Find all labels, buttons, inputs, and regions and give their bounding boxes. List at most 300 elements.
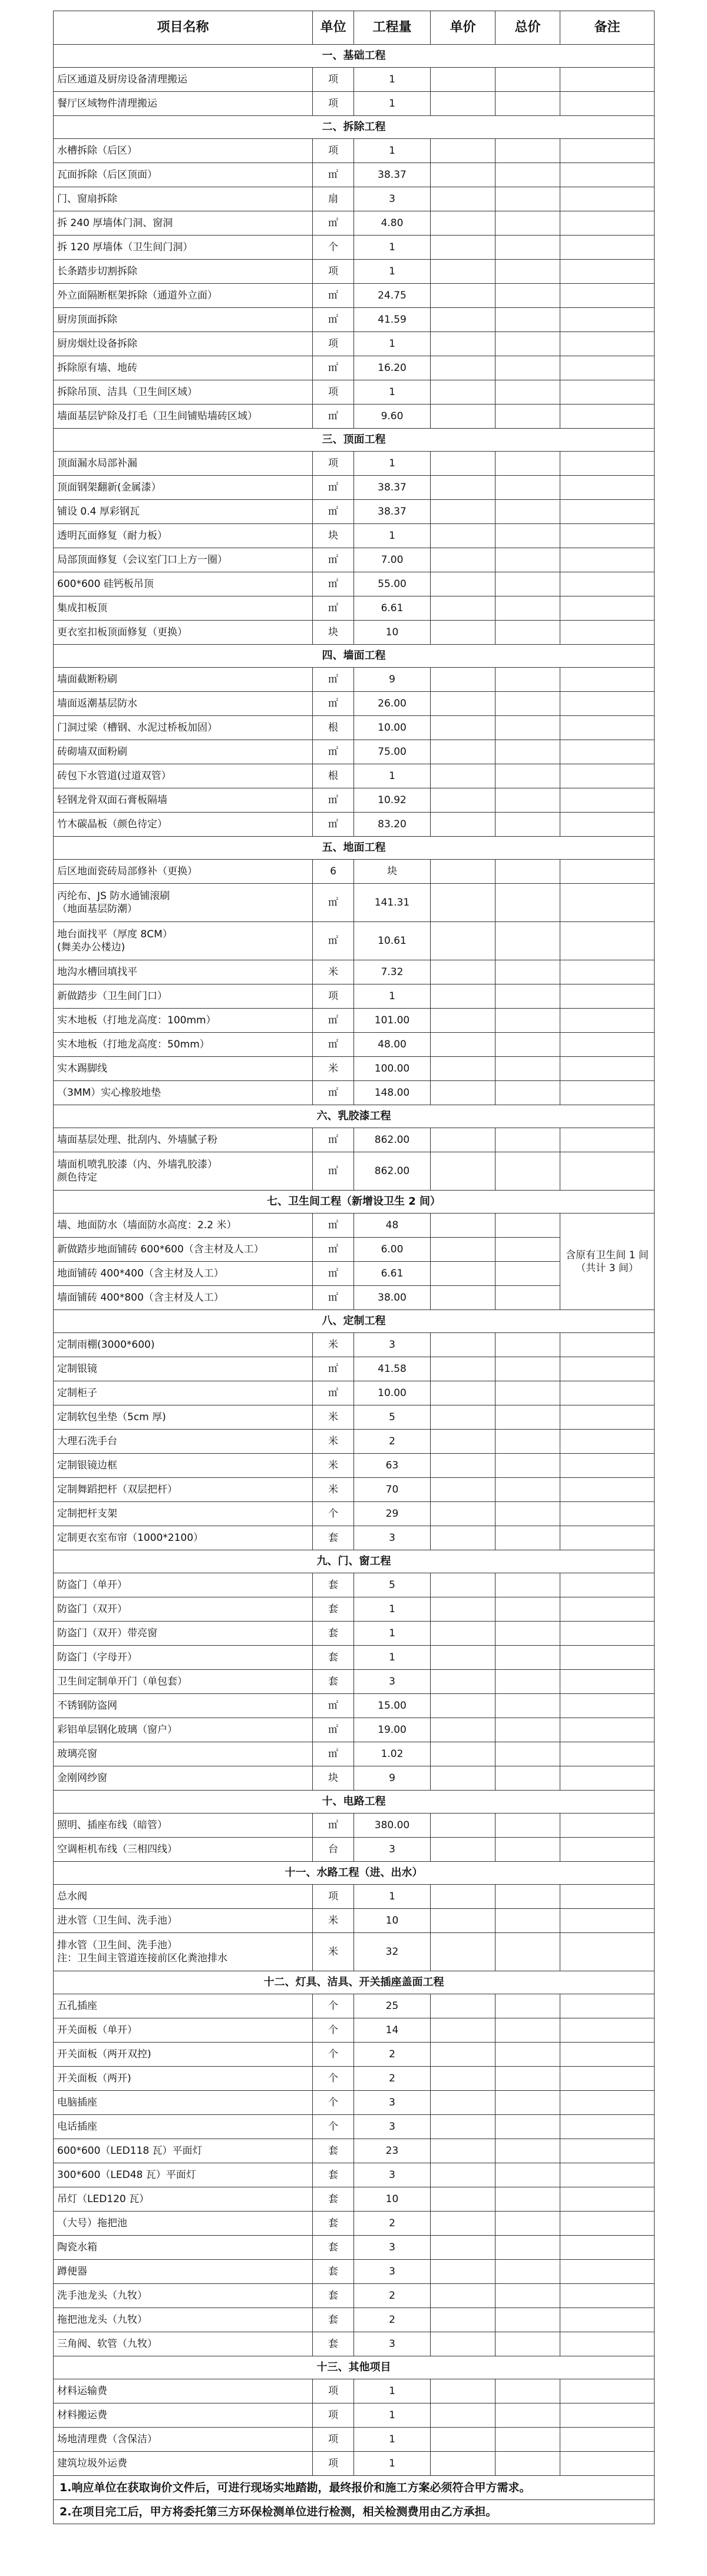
table-row [54,2236,655,2260]
item-total [495,1646,560,1670]
item-unit: 套 [313,2139,354,2163]
item-quantity: 3 [354,1670,431,1694]
header-total: 总价 [495,11,560,45]
item-unit: ㎡ [313,1694,354,1718]
item-total [495,2043,560,2067]
item-remark [560,692,655,716]
item-quantity: 5 [354,1405,431,1430]
item-remark [560,2379,655,2403]
item-quantity: 9.60 [354,405,431,429]
item-price [431,2067,495,2091]
item-price [431,2018,495,2043]
item-price [431,1742,495,1766]
item-total [495,2212,560,2236]
table-row [54,380,655,405]
item-price [431,1885,495,1909]
item-remark [560,1526,655,1550]
item-quantity: 41.58 [354,1357,431,1381]
item-unit: 米 [313,960,354,984]
item-remark [560,1597,655,1622]
item-remark [560,476,655,500]
item-total [495,1262,560,1286]
item-name: 定制更衣室布帘（1000*2100） [54,1526,313,1550]
item-price [431,211,495,236]
table-row [54,1009,655,1033]
item-total [495,187,560,211]
item-total [495,1357,560,1381]
section-title: 八、定制工程 [54,1310,655,1333]
table-row [54,1454,655,1478]
item-name: 定制银镜边框 [54,1454,313,1478]
item-unit: ㎡ [313,668,354,692]
item-price [431,139,495,163]
item-total [495,1238,560,1262]
item-price [431,405,495,429]
item-price [431,356,495,380]
item-name: 后区通道及厨房设备清理搬运 [54,68,313,92]
item-price [431,2139,495,2163]
table-row [54,2187,655,2212]
item-remark [560,1430,655,1454]
table-row [54,1597,655,1622]
item-name: 开关面板（单开） [54,2018,313,2043]
item-unit: 套 [313,1597,354,1622]
item-quantity: 55.00 [354,572,431,596]
item-price [431,236,495,260]
item-unit: 套 [313,2284,354,2308]
item-name: 长条踏步切割拆除 [54,260,313,284]
item-quantity: 1.02 [354,1742,431,1766]
table-row [54,2260,655,2284]
item-total [495,1526,560,1550]
item-price [431,2428,495,2452]
item-name: 透明瓦面修复（耐力板） [54,524,313,548]
item-remark [560,163,655,187]
item-total [495,236,560,260]
item-total [495,1909,560,1933]
item-remark [560,2139,655,2163]
item-name: 洗手池龙头（九牧） [54,2284,313,2308]
table-row [54,2428,655,2452]
item-remark [560,1766,655,1791]
item-name: 600*600（LED118 瓦）平面灯 [54,2139,313,2163]
item-name: 竹木碳晶板（颜色待定） [54,813,313,837]
table-row [54,788,655,813]
item-remark [560,1405,655,1430]
item-unit: ㎡ [313,1262,354,1286]
item-remark [560,1885,655,1909]
item-total [495,1033,560,1057]
item-unit: 个 [313,1994,354,2018]
item-quantity: 23 [354,2139,431,2163]
item-unit: ㎡ [313,572,354,596]
item-quantity: 38.37 [354,500,431,524]
item-price [431,1909,495,1933]
item-remark [560,2018,655,2043]
item-name: 墙面铺砖 400*800（含主材及人工） [54,1286,313,1310]
item-price [431,2163,495,2187]
item-remark [560,1357,655,1381]
item-unit: 套 [313,1670,354,1694]
item-quantity: 3 [354,187,431,211]
item-price [431,621,495,645]
item-quantity: 4.80 [354,211,431,236]
table-row [54,922,655,960]
item-unit: ㎡ [313,1033,354,1057]
section-row [54,429,655,452]
item-remark [560,764,655,788]
item-total [495,1214,560,1238]
item-quantity: 63 [354,1454,431,1478]
item-unit: ㎡ [313,692,354,716]
item-total [495,524,560,548]
item-total [495,2091,560,2115]
table-row [54,1885,655,1909]
table-row [54,2115,655,2139]
item-unit: ㎡ [313,1742,354,1766]
item-name: 拆除吊顶、洁具（卫生间区域） [54,380,313,405]
footnote-row [54,2476,655,2500]
item-remark [560,1838,655,1862]
item-quantity: 83.20 [354,813,431,837]
item-unit: 套 [313,1526,354,1550]
table-row [54,1742,655,1766]
item-name: 开关面板（两开双控) [54,2043,313,2067]
item-total [495,163,560,187]
item-remark [560,2163,655,2187]
item-unit: ㎡ [313,405,354,429]
table-row [54,1622,655,1646]
item-total [495,572,560,596]
table-row [54,1814,655,1838]
item-unit: 6 [313,860,354,884]
item-unit: ㎡ [313,163,354,187]
item-name: 蹲便器 [54,2260,313,2284]
table-row [54,2308,655,2332]
item-quantity: 41.59 [354,308,431,332]
item-unit: 套 [313,2236,354,2260]
table-row [54,1478,655,1502]
item-total [495,860,560,884]
item-price [431,788,495,813]
item-total [495,1670,560,1694]
table-row [54,211,655,236]
item-price [431,1357,495,1381]
table-body [54,45,655,2524]
table-row [54,1333,655,1357]
item-name: 集成扣板顶 [54,596,313,621]
table-row [54,740,655,764]
item-remark [560,308,655,332]
item-name: 拆除原有墙、地砖 [54,356,313,380]
item-total [495,1502,560,1526]
item-remark [560,332,655,356]
item-quantity: 1 [354,1646,431,1670]
item-price [431,884,495,922]
table-row [54,1646,655,1670]
section-row [54,1971,655,1994]
item-price [431,668,495,692]
section-title: 一、基础工程 [54,45,655,68]
item-price [431,2379,495,2403]
item-price [431,163,495,187]
table-row [54,1381,655,1405]
item-unit: 块 [313,1766,354,1791]
item-total [495,2018,560,2043]
item-quantity: 1 [354,764,431,788]
item-name: 电话插座 [54,2115,313,2139]
item-unit: 项 [313,260,354,284]
item-price [431,984,495,1009]
item-remark [560,1057,655,1081]
item-unit: 米 [313,1909,354,1933]
item-total [495,1838,560,1862]
item-price [431,1933,495,1971]
item-price [431,332,495,356]
item-total [495,356,560,380]
item-quantity: 1 [354,332,431,356]
item-total [495,884,560,922]
item-quantity: 1 [354,2428,431,2452]
item-total [495,476,560,500]
item-price [431,572,495,596]
item-total [495,1597,560,1622]
item-price [431,1694,495,1718]
table-row [54,596,655,621]
item-quantity: 3 [354,2260,431,2284]
item-quantity: 1 [354,2452,431,2476]
item-price [431,308,495,332]
item-unit: 米 [313,1405,354,1430]
item-unit: 扇 [313,187,354,211]
item-unit: ㎡ [313,1381,354,1405]
table-row [54,1573,655,1597]
item-name: 墙面机喷乳胶漆（内、外墙乳胶漆） 颜色待定 [54,1152,313,1191]
item-unit: ㎡ [313,1286,354,1310]
item-unit: ㎡ [313,1238,354,1262]
table-row [54,984,655,1009]
item-remark [560,1502,655,1526]
item-total [495,1742,560,1766]
item-remark [560,1622,655,1646]
item-remark [560,1454,655,1478]
item-name: 厨房烟灶设备拆除 [54,332,313,356]
table-row [54,2163,655,2187]
item-price [431,1766,495,1791]
item-unit: 米 [313,1430,354,1454]
item-name: 实木踢脚线 [54,1057,313,1081]
item-quantity: 862.00 [354,1128,431,1152]
section-row [54,1191,655,1214]
item-quantity: 141.31 [354,884,431,922]
footnote-text: 2.在项目完工后，甲方将委托第三方环保检测单位进行检测，相关检测费用由乙方承担。 [54,2500,655,2524]
item-remark [560,2212,655,2236]
item-quantity: 15.00 [354,1694,431,1718]
item-name: 拆 120 厚墙体（卫生间门洞） [54,236,313,260]
table-row [54,1128,655,1152]
item-total [495,621,560,645]
item-remark [560,922,655,960]
item-price [431,1670,495,1694]
item-name: 实木地板（打地龙高度：100mm） [54,1009,313,1033]
item-total [495,2308,560,2332]
item-quantity: 48 [354,1214,431,1238]
item-unit: ㎡ [313,813,354,837]
item-unit: 米 [313,1333,354,1357]
item-total [495,740,560,764]
item-total [495,716,560,740]
item-price [431,2452,495,2476]
item-name: 300*600（LED48 瓦）平面灯 [54,2163,313,2187]
item-remark [560,1333,655,1357]
table-row [54,1502,655,1526]
item-price [431,1502,495,1526]
table-row [54,548,655,572]
section-row [54,1862,655,1885]
item-remark [560,1933,655,1971]
item-name: 新做踏步地面铺砖 600*600（含主材及人工） [54,1238,313,1262]
item-unit: ㎡ [313,1081,354,1105]
item-remark [560,1081,655,1105]
item-name: 总水阀 [54,1885,313,1909]
item-unit: 套 [313,1622,354,1646]
item-remark [560,1694,655,1718]
item-quantity: 38.00 [354,1286,431,1310]
item-name: 砖包下水管道(过道双管） [54,764,313,788]
item-price [431,2115,495,2139]
item-name: 铺设 0.4 厚彩钢瓦 [54,500,313,524]
item-quantity: 75.00 [354,740,431,764]
section-row [54,1791,655,1814]
item-quantity: 10.00 [354,716,431,740]
table-row [54,2379,655,2403]
item-total [495,984,560,1009]
item-quantity: 1 [354,2379,431,2403]
item-name: 玻璃亮窗 [54,1742,313,1766]
table-row [54,1405,655,1430]
item-name: 墙面基层铲除及打毛（卫生间铺贴墙砖区域） [54,405,313,429]
table-row [54,92,655,116]
item-remark [560,2043,655,2067]
item-total [495,1622,560,1646]
item-unit: 套 [313,2332,354,2356]
item-name: 彩铝单层钢化玻璃（窗户） [54,1718,313,1742]
item-remark [560,2332,655,2356]
item-total [495,1718,560,1742]
item-unit: 个 [313,2067,354,2091]
item-remark [560,1814,655,1838]
item-remark [560,356,655,380]
item-quantity: 38.37 [354,163,431,187]
section-title: 十、电路工程 [54,1791,655,1814]
header-remark: 备注 [560,11,655,45]
item-remark [560,884,655,922]
item-name: 更衣室扣板顶面修复（更换） [54,621,313,645]
item-price [431,92,495,116]
item-total [495,405,560,429]
table-row [54,884,655,922]
item-name: 墙、地面防水（墙面防水高度：2.2 米） [54,1214,313,1238]
table-row [54,2212,655,2236]
item-total [495,92,560,116]
item-unit: 台 [313,1838,354,1862]
item-quantity: 3 [354,1333,431,1357]
table-row [54,621,655,645]
item-quantity: 2 [354,2043,431,2067]
item-remark [560,1573,655,1597]
item-total [495,2284,560,2308]
item-quantity: 3 [354,2091,431,2115]
item-unit: ㎡ [313,211,354,236]
section-row [54,1550,655,1573]
item-price [431,1526,495,1550]
item-unit: 米 [313,1057,354,1081]
item-total [495,788,560,813]
item-unit: ㎡ [313,308,354,332]
section-title: 二、拆除工程 [54,116,655,139]
header-name: 项目名称 [54,11,313,45]
section-title: 五、地面工程 [54,837,655,860]
item-name: 地面铺砖 400*400（含主材及人工） [54,1262,313,1286]
item-remark: 含原有卫生间 1 间 （共计 3 间） [560,1214,655,1310]
item-total [495,1994,560,2018]
item-price [431,1573,495,1597]
item-name: 餐厅区域物件清理搬运 [54,92,313,116]
item-price [431,1597,495,1622]
item-quantity: 32 [354,1933,431,1971]
table-row [54,1081,655,1105]
item-quantity: 10 [354,1909,431,1933]
item-name: 材料运输费 [54,2379,313,2403]
item-name: 五孔插座 [54,1994,313,2018]
table-row [54,284,655,308]
item-total [495,668,560,692]
item-price [431,2403,495,2428]
item-total [495,1009,560,1033]
item-name: 建筑垃圾外运费 [54,2452,313,2476]
item-total [495,2403,560,2428]
item-price [431,1994,495,2018]
table-row [54,1033,655,1057]
table-row [54,2452,655,2476]
item-quantity: 29 [354,1502,431,1526]
table-row [54,2332,655,2356]
item-name: 水槽拆除（后区） [54,139,313,163]
table-row [54,1766,655,1791]
item-unit: 个 [313,2115,354,2139]
item-quantity: 7.00 [354,548,431,572]
item-unit: 个 [313,2018,354,2043]
item-name: 600*600 硅钙板吊顶 [54,572,313,596]
item-quantity: 3 [354,1838,431,1862]
item-price [431,1057,495,1081]
item-total [495,1081,560,1105]
item-quantity: 6.61 [354,596,431,621]
item-total [495,260,560,284]
table-row [54,1214,655,1238]
item-quantity: 10 [354,2187,431,2212]
item-name: 砖砌墙双面粉刷 [54,740,313,764]
item-total [495,284,560,308]
item-unit: ㎡ [313,1214,354,1238]
item-unit: 项 [313,1885,354,1909]
section-row [54,2356,655,2379]
section-row [54,1310,655,1333]
item-price [431,1430,495,1454]
item-quantity: 862.00 [354,1152,431,1191]
item-total [495,1333,560,1357]
item-remark [560,984,655,1009]
